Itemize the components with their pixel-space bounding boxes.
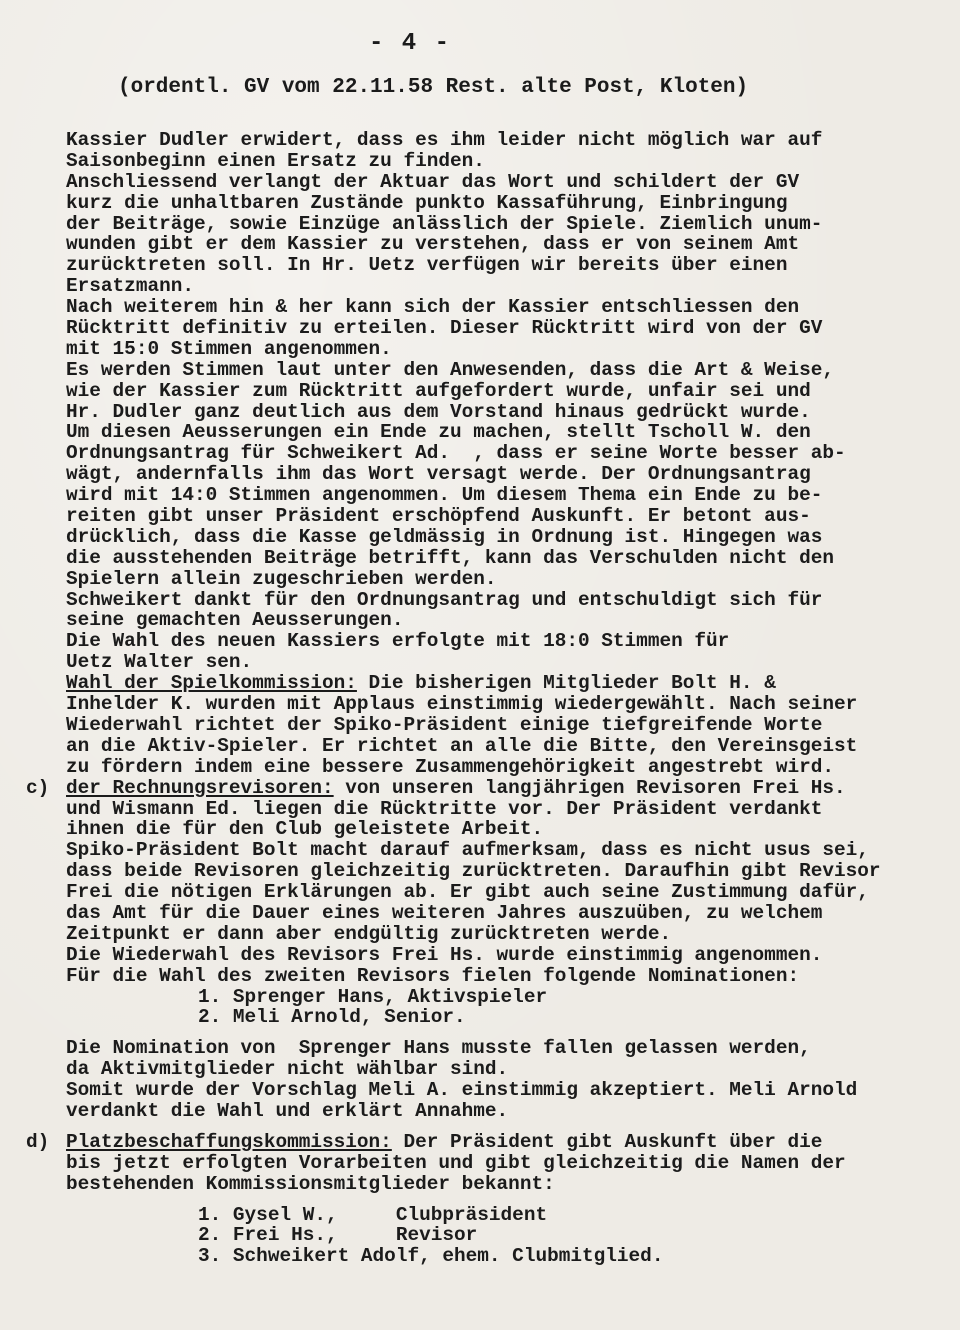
text-line: verdankt die Wahl und erklärt Annahme. xyxy=(66,1099,509,1122)
text-line: Inhelder K. wurden mit Applaus einstimmig wiedergewählt. Nach seiner xyxy=(66,693,858,716)
member-list xyxy=(66,1205,946,1268)
text-line: wird mit 14:0 Stimmen angenommen. Um diesem Thema ein Ende zu be- xyxy=(66,484,823,507)
text-line: Schweikert dankt für den Ordnungsantrag und entschuldigt sich für xyxy=(66,588,823,611)
section-first-line xyxy=(26,776,946,799)
text-line: an die Aktiv-Spieler. Er richtet an alle die Bitte, den Vereinsgeist xyxy=(66,734,858,757)
nomination-list xyxy=(66,987,946,1029)
text-line: zu fördern indem eine bessere Zusammengehörigkeit angestrebt wird. xyxy=(66,755,834,778)
text-line: Rücktritt definitiv zu erteilen. Dieser Rücktritt wird von der GV xyxy=(66,317,823,340)
section-rechnungsrevisoren xyxy=(26,776,946,1122)
text-line: Saisonbeginn einen Ersatz zu finden. xyxy=(66,149,485,172)
text-line: 2. Frei Hs., Revisor xyxy=(198,1224,478,1247)
document-body xyxy=(26,129,946,1268)
section-lines xyxy=(66,1153,946,1195)
text-line: reiten gibt unser Präsident erschöpfend Auskunft. Er betont aus- xyxy=(66,505,811,528)
section-first-line-text: Der Präsident gibt Auskunft über die xyxy=(391,1130,823,1153)
section-first-line-text: von unseren langjährigen Revisoren Frei Hs. xyxy=(333,776,846,799)
section-lines xyxy=(66,694,946,778)
text-line: kurz die unhaltbaren Zustände punkto Kassaführung, Einbringung xyxy=(66,191,788,214)
text-line: Für die Wahl des zweiten Revisors fielen folgende Nominationen: xyxy=(66,964,800,987)
text-line: der Beiträge, sowie Einzüge anlässlich der Spiele. Ziemlich unum- xyxy=(66,212,823,235)
section-heading: der Rechnungsrevisoren: xyxy=(66,776,334,799)
paragraph-kassier xyxy=(66,130,946,673)
section-platzbeschaffung xyxy=(26,1130,946,1268)
text-line: Somit wurde der Vorschlag Meli A. einstimmig akzeptiert. Meli Arnold xyxy=(66,1079,858,1102)
text-line: Zeitpunkt er dann aber endgültig zurücktreten werde. xyxy=(66,922,672,945)
text-line: mit 15:0 Stimmen angenommen. xyxy=(66,337,392,360)
text-line: die ausstehenden Beiträge betrifft, kann das Verschulden nicht den xyxy=(66,546,834,569)
text-line: bestehenden Kommissionsmitglieder bekannt: xyxy=(66,1172,555,1195)
text-line: Die Nomination von Sprenger Hans musste fallen gelassen werden, xyxy=(66,1037,811,1060)
text-line: da Aktivmitglieder nicht wählbar sind. xyxy=(66,1058,509,1081)
text-line: Es werden Stimmen laut unter den Anwesenden, dass die Art & Weise, xyxy=(66,358,834,381)
text-line: wunden gibt er dem Kassier zu verstehen, dass er von seinem Amt xyxy=(66,233,800,256)
text-line: Die Wahl des neuen Kassiers erfolgte mit 18:0 Stimmen für xyxy=(66,630,730,653)
text-line: 1. Sprenger Hans, Aktivspieler xyxy=(198,985,548,1008)
text-line: Die Wiederwahl des Revisors Frei Hs. wurde einstimmig angenommen. xyxy=(66,943,823,966)
section-lines-after xyxy=(66,1038,946,1122)
text-line: 2. Meli Arnold, Senior. xyxy=(198,1006,466,1029)
text-line: Kassier Dudler erwidert, dass es ihm leider nicht möglich war auf xyxy=(66,129,823,151)
text-line: Ordnungsantrag für Schweikert Ad. , dass er seine Worte besser ab- xyxy=(66,442,846,465)
section-marker: c) xyxy=(26,776,50,799)
text-line: ihnen die für den Club geleistete Arbeit. xyxy=(66,818,544,841)
text-line: wie der Kassier zum Rücktritt aufgefordert wurde, unfair sei und xyxy=(66,379,811,402)
text-line: 1. Gysel W., Clubpräsident xyxy=(198,1203,548,1226)
text-line: seine gemachten Aeusserungen. xyxy=(66,609,404,632)
text-line: Anschliessend verlangt der Aktuar das Wort und schildert der GV xyxy=(66,170,800,193)
meeting-header: (ordentl. GV vom 22.11.58 Rest. alte Post, Kloten) xyxy=(118,76,749,99)
text-line: Um diesen Aeusserungen ein Ende zu machen, stellt Tscholl W. den xyxy=(66,421,811,444)
section-heading: Platzbeschaffungskommission: xyxy=(66,1130,392,1153)
text-line: Ersatzmann. xyxy=(66,275,194,298)
text-line: und Wismann Ed. liegen die Rücktritte vor. Der Präsident verdankt xyxy=(66,797,823,820)
text-line: Spielern allein zugeschrieben werden. xyxy=(66,567,497,590)
section-first-line xyxy=(26,1130,946,1153)
text-line: Wiederwahl richtet der Spiko-Präsident einige tiefgreifende Worte xyxy=(66,713,823,736)
text-line: Hr. Dudler ganz deutlich aus dem Vorstand hinaus gedrückt wurde. xyxy=(66,400,811,423)
section-first-line xyxy=(66,673,946,694)
text-line: 3. Schweikert Adolf, ehem. Clubmitglied. xyxy=(198,1245,664,1268)
section-spielkommission xyxy=(66,673,946,777)
section-lines xyxy=(66,799,946,987)
text-line: bis jetzt erfolgten Vorarbeiten und gibt gleichzeitig die Namen der xyxy=(66,1151,846,1174)
section-heading: Wahl der Spielkommission: xyxy=(66,672,357,695)
text-line: drücklich, dass die Kasse geldmässig in Ordnung ist. Hingegen was xyxy=(66,525,823,548)
text-line: Frei die nötigen Erklärungen ab. Er gibt auch seine Zustimmung dafür, xyxy=(66,881,869,904)
text-line: Nach weiterem hin & her kann sich der Kassier entschliessen den xyxy=(66,296,800,319)
text-line: dass beide Revisoren gleichzeitig zurücktreten. Daraufhin gibt Revisor xyxy=(66,860,881,883)
text-line: Uetz Walter sen. xyxy=(66,651,253,674)
section-first-line-text: Die bisherigen Mitglieder Bolt H. & xyxy=(356,672,776,695)
page-number: - 4 - xyxy=(368,30,451,57)
text-line: zurücktreten soll. In Hr. Uetz verfügen wir bereits über einen xyxy=(66,254,788,277)
text-line: wägt, andernfalls ihm das Wort versagt werde. Der Ordnungsantrag xyxy=(66,463,811,486)
text-line: Spiko-Präsident Bolt macht darauf aufmerksam, dass es nicht usus sei, xyxy=(66,839,869,862)
text-line: das Amt für die Dauer eines weiteren Jahres auszuüben, zu welchem xyxy=(66,901,823,924)
section-marker: d) xyxy=(26,1130,50,1153)
